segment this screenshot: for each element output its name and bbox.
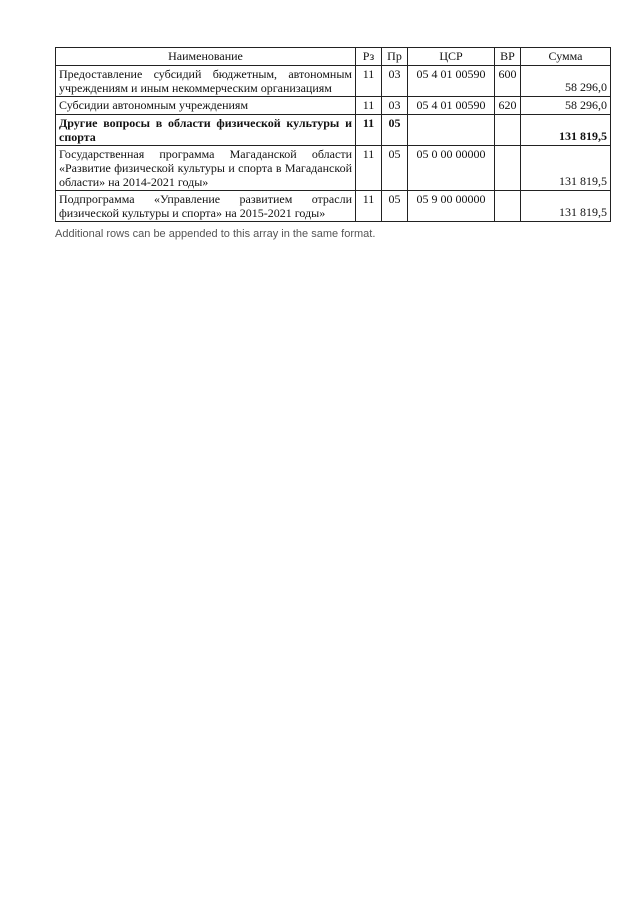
cell-rz: 11 (356, 66, 382, 97)
cell-sum: 131 819,5 (521, 191, 611, 222)
cell-csr: 05 0 00 00000 (408, 146, 495, 191)
cell-csr: 05 9 00 00000 (408, 191, 495, 222)
cell-vr (495, 146, 521, 191)
more-rows-note: Additional rows can be appended to this array in the same format. (55, 228, 376, 240)
cell-vr: 600 (495, 66, 521, 97)
cell-pr: 03 (382, 66, 408, 97)
cell-sum: 58 296,0 (521, 97, 611, 115)
cell-rz: 11 (356, 146, 382, 191)
table-row (56, 115, 611, 146)
cell-rz: 11 (356, 115, 382, 146)
cell-csr: 05 4 01 00590 (408, 97, 495, 115)
table-row (56, 97, 611, 115)
budget-table (55, 47, 611, 222)
header-vr: ВР (495, 48, 521, 66)
cell-csr (408, 115, 495, 146)
cell-pr: 05 (382, 115, 408, 146)
header-csr: ЦСР (408, 48, 495, 66)
header-pr: Пр (382, 48, 408, 66)
table-row (56, 146, 611, 191)
cell-pr: 05 (382, 146, 408, 191)
table-header-row (56, 48, 611, 66)
cell-name: Государственная программа Магаданской области «Развитие физической культуры и спорта в Магаданской области» на 2014-2021 годы» (56, 146, 356, 191)
cell-rz: 11 (356, 191, 382, 222)
cell-vr (495, 191, 521, 222)
cell-name: Подпрограмма «Управление развитием отрасли физической культуры и спорта» на 2015-2021 годы» (56, 191, 356, 222)
cell-name: Другие вопросы в области физической культуры и спорта (56, 115, 356, 146)
cell-name: Субсидии автономным учреждениям (56, 97, 356, 115)
cell-rz: 11 (356, 97, 382, 115)
cell-vr: 620 (495, 97, 521, 115)
cell-vr (495, 115, 521, 146)
cell-csr: 05 4 01 00590 (408, 66, 495, 97)
header-rz: Рз (356, 48, 382, 66)
table-row (56, 191, 611, 222)
header-name: Наименование (56, 48, 356, 66)
cell-pr: 05 (382, 191, 408, 222)
cell-pr: 03 (382, 97, 408, 115)
budget-sheet (55, 47, 610, 240)
cell-sum: 131 819,5 (521, 146, 611, 191)
header-sum: Сумма (521, 48, 611, 66)
cell-sum: 58 296,0 (521, 66, 611, 97)
table-row (56, 66, 611, 97)
cell-sum: 131 819,5 (521, 115, 611, 146)
cell-name: Предоставление субсидий бюджетным, автономным учреждениям и иным некоммерческим организациям (56, 66, 356, 97)
